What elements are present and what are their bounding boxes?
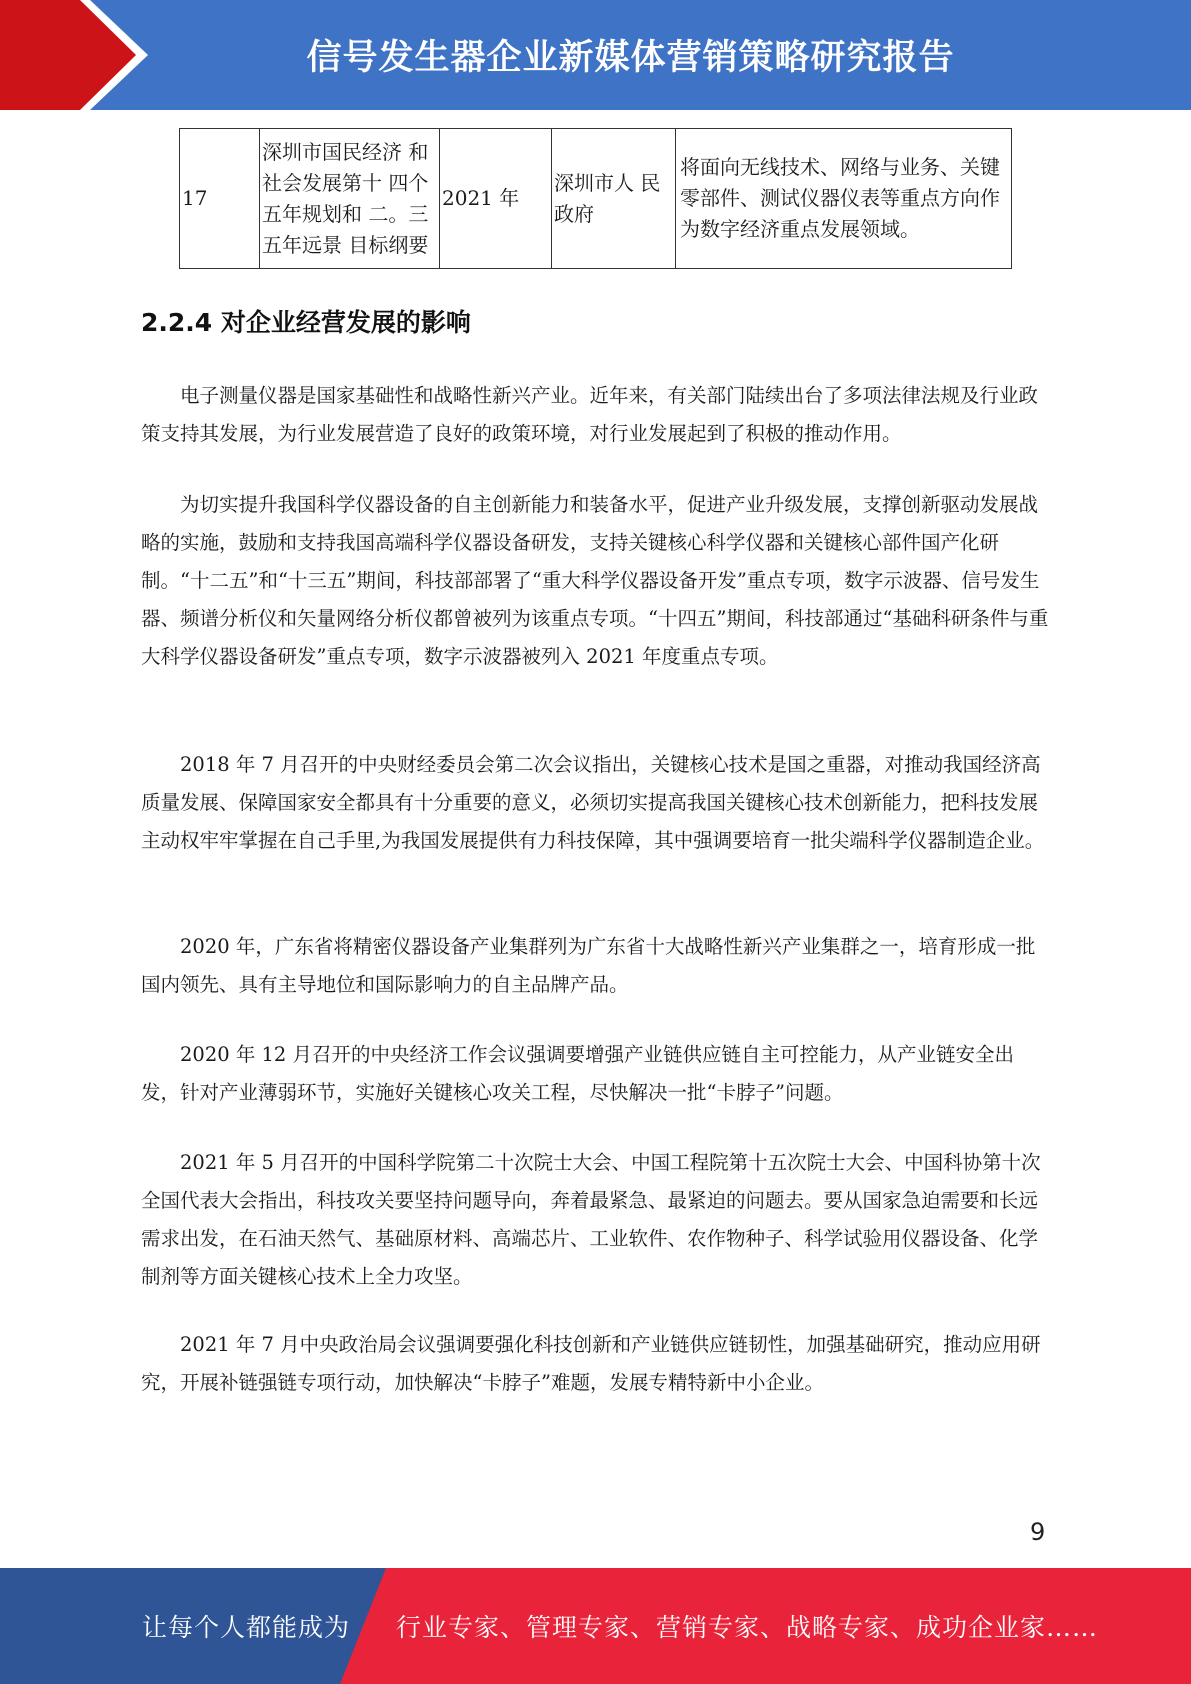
- content-cell: 将面向无线技术、网络与业务、关键零部件、测试仪器仪表等重点方向作为数字经济重点发展领域。: [676, 129, 1012, 269]
- header-arrow-decoration: [0, 0, 150, 110]
- year-cell: 2021 年: [440, 129, 552, 269]
- paragraph: 电子测量仪器是国家基础性和战略性新兴产业。近年来，有关部门陆续出台了多项法律法规及行业政策支持其发展，为行业发展营造了良好的政策环境，对行业发展起到了积极的推动作用。: [141, 384, 1039, 445]
- policy-name-cell: 深圳市国民经济 和社会发展第十 四个五年规划和 二。三五年远景 目标纲要: [260, 129, 440, 269]
- section-heading: 2.2.4 对企业经营发展的影响: [141, 308, 471, 337]
- paragraph: 2021 年 7 月中央政治局会议强调要强化科技创新和产业链供应链韧性，加强基础研究，推动应用研究，开展补链强链专项行动，加快解决“卡脖子”难题，发展专精特新中小企业。: [141, 1333, 1041, 1394]
- footer-slogan-left: 让每个人都能成为: [142, 1613, 351, 1642]
- table-row: [180, 129, 1012, 269]
- page-number: 9: [1030, 1518, 1046, 1546]
- policy-table: [179, 128, 1012, 269]
- paragraph: 2020 年 12 月召开的中央经济工作会议强调要增强产业链供应链自主可控能力，从产业链安全出发，针对产业薄弱环节，实施好关键核心攻关工程，尽快解决一批“卡脖子”问题。: [141, 1043, 1015, 1104]
- issuer-cell: 深圳市人 民政府: [552, 129, 676, 269]
- page-header: [0, 0, 1191, 110]
- row-number-cell: 17: [180, 129, 260, 269]
- paragraph: 2020 年，广东省将精密仪器设备产业集群列为广东省十大战略性新兴产业集群之一，培育形成一批国内领先、具有主导地位和国际影响力的自主品牌产品。: [141, 935, 1036, 996]
- report-title: 信号发生器企业新媒体营销策略研究报告: [306, 38, 955, 78]
- paragraph: 为切实提升我国科学仪器设备的自主创新能力和装备水平，促进产业升级发展，支撑创新驱动发展战略的实施，鼓励和支持我国高端科学仪器设备研发，支持关键核心科学仪器和关键核心部件国产化研制。“十二五”和“十三五”期间，科技部部署了“重大科学仪器设备开发”重点专项，数字示波器、信号发生器、频谱分析仪和矢量网络分析仪都曾被列为该重点专项。“十四五”期间，科技部通过“基础科研条件与重大科学仪器设备研发”重点专项，数字示波器被列入 2021 年度重点专项。: [141, 493, 1049, 668]
- paragraph: 2021 年 5 月召开的中国科学院第二十次院士大会、中国工程院第十五次院士大会、中国科协第十次全国代表大会指出，科技攻关要坚持问题导向，奔着最紧急、最紧迫的问题去。要从国家急迫需要和长远需求出发，在石油天然气、基础原材料、高端芯片、工业软件、农作物种子、科学试验用仪器设备、化学制剂等方面关键核心技术上全力攻坚。: [141, 1151, 1041, 1288]
- footer-slogan-right: 行业专家、管理专家、营销专家、战略专家、成功企业家……: [396, 1613, 1099, 1642]
- page-footer: [0, 1568, 1191, 1684]
- paragraph: 2018 年 7 月召开的中央财经委员会第二次会议指出，关键核心技术是国之重器，对推动我国经济高质量发展、保障国家安全都具有十分重要的意义，必须切实提高我国关键核心技术创新能力，把科技发展主动权牢牢掌握在自己手里,为我国发展提供有力科技保障，其中强调要培育一批尖端科学仪器制造企业。: [141, 753, 1045, 852]
